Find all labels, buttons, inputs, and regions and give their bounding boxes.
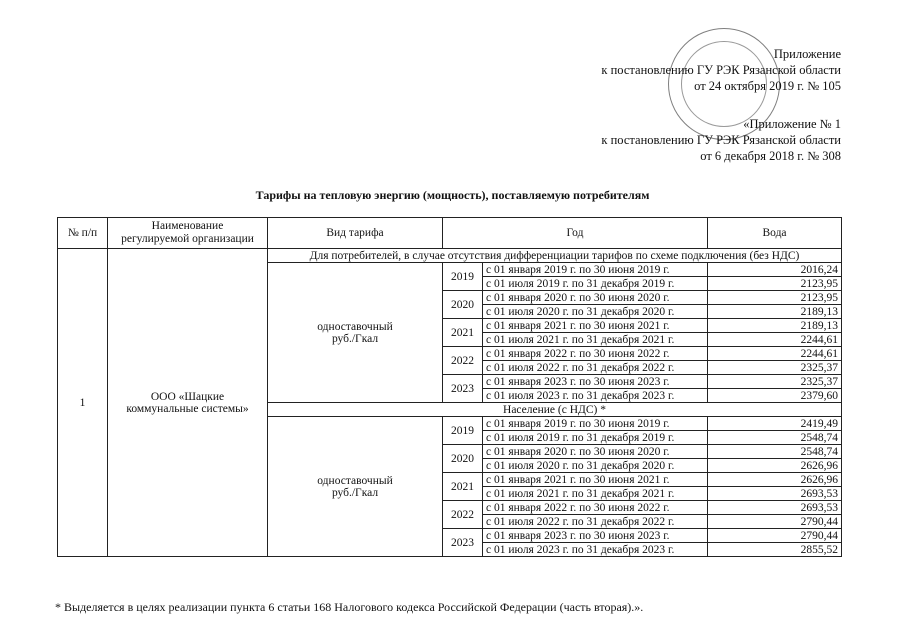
org-number: 1 [58, 249, 108, 557]
value-cell: 2548,74 [708, 445, 842, 459]
year-cell: 2022 [443, 501, 483, 529]
value-cell: 2419,49 [708, 417, 842, 431]
org-name-line: ООО «Шацкие [150, 390, 225, 403]
value-cell: 2693,53 [708, 487, 842, 501]
period-cell: с 01 июля 2022 г. по 31 декабря 2022 г. [483, 515, 708, 529]
value-cell: 2790,44 [708, 515, 842, 529]
col-header-org [108, 218, 268, 249]
col-header-year: Год [443, 218, 708, 249]
period-cell: с 01 июля 2022 г. по 31 декабря 2022 г. [483, 361, 708, 375]
value-cell: 2244,61 [708, 333, 842, 347]
tariff-type-line: одноставочный [317, 320, 393, 333]
value-cell: 2548,74 [708, 431, 842, 445]
header-line: «Приложение № 1 [743, 117, 841, 131]
section-heading: Население (с НДС) * [268, 403, 842, 417]
value-cell: 2189,13 [708, 305, 842, 319]
value-cell: 2626,96 [708, 473, 842, 487]
period-cell: с 01 января 2019 г. по 30 июня 2019 г. [483, 417, 708, 431]
footnote: * Выделяется в целях реализации пункта 6 статьи 168 Налогового кодекса Российской Федерации (часть вторая).». [55, 600, 644, 614]
section-heading: Для потребителей, в случае отсутствия дифференциации тарифов по схеме подключения (без НДС) [268, 249, 842, 263]
header-line: от 24 октября 2019 г. № 105 [694, 79, 841, 93]
value-cell: 2379,60 [708, 389, 842, 403]
year-cell: 2021 [443, 473, 483, 501]
period-cell: с 01 января 2023 г. по 30 июня 2023 г. [483, 375, 708, 389]
col-header-org-line: регулируемой организации [121, 233, 254, 245]
period-cell: с 01 января 2021 г. по 30 июня 2021 г. [483, 473, 708, 487]
period-cell: с 01 января 2019 г. по 30 июня 2019 г. [483, 263, 708, 277]
value-cell: 2325,37 [708, 361, 842, 375]
col-header-water: Вода [708, 218, 842, 249]
year-cell: 2023 [443, 529, 483, 557]
value-cell: 2325,37 [708, 375, 842, 389]
document-title: Тарифы на тепловую энергию (мощность), поставляемую потребителям [255, 188, 650, 202]
header-line: Приложение [773, 47, 841, 61]
header-line: к постановлению ГУ РЭК Рязанской области [601, 63, 841, 77]
header-line: к постановлению ГУ РЭК Рязанской области [601, 133, 841, 147]
period-cell: с 01 января 2022 г. по 30 июня 2022 г. [483, 347, 708, 361]
org-name [108, 249, 268, 557]
col-header-type: Вид тарифа [268, 218, 443, 249]
value-cell: 2244,61 [708, 347, 842, 361]
year-cell: 2020 [443, 445, 483, 473]
period-cell: с 01 января 2020 г. по 30 июня 2020 г. [483, 291, 708, 305]
period-cell: с 01 января 2022 г. по 30 июня 2022 г. [483, 501, 708, 515]
org-name-line: коммунальные системы» [126, 402, 249, 415]
period-cell: с 01 июля 2019 г. по 31 декабря 2019 г. [483, 277, 708, 291]
period-cell: с 01 июля 2021 г. по 31 декабря 2021 г. [483, 333, 708, 347]
tariff-type [268, 263, 443, 403]
year-cell: 2019 [443, 263, 483, 291]
year-cell: 2019 [443, 417, 483, 445]
period-cell: с 01 июля 2020 г. по 31 декабря 2020 г. [483, 305, 708, 319]
period-cell: с 01 января 2020 г. по 30 июня 2020 г. [483, 445, 708, 459]
year-cell: 2023 [443, 375, 483, 403]
period-cell: с 01 июля 2021 г. по 31 декабря 2021 г. [483, 487, 708, 501]
table-header-row [58, 218, 842, 249]
header-block-2 [601, 116, 841, 164]
period-cell: с 01 января 2023 г. по 30 июня 2023 г. [483, 529, 708, 543]
tariff-table [57, 217, 842, 557]
tariff-type-line: руб./Гкал [331, 486, 379, 499]
value-cell: 2693,53 [708, 501, 842, 515]
period-cell: с 01 июля 2023 г. по 31 декабря 2023 г. [483, 543, 708, 557]
tariff-type-line: одноставочный [317, 474, 393, 487]
tariff-type-line: руб./Гкал [331, 332, 379, 345]
value-cell: 2016,24 [708, 263, 842, 277]
value-cell: 2790,44 [708, 529, 842, 543]
section-heading-row [58, 249, 842, 263]
year-cell: 2020 [443, 291, 483, 319]
header-block-1 [601, 46, 841, 94]
value-cell: 2626,96 [708, 459, 842, 473]
year-cell: 2022 [443, 347, 483, 375]
col-header-org-line: Наименование [151, 220, 224, 232]
period-cell: с 01 июля 2020 г. по 31 декабря 2020 г. [483, 459, 708, 473]
period-cell: с 01 января 2021 г. по 30 июня 2021 г. [483, 319, 708, 333]
value-cell: 2855,52 [708, 543, 842, 557]
value-cell: 2189,13 [708, 319, 842, 333]
year-cell: 2021 [443, 319, 483, 347]
value-cell: 2123,95 [708, 277, 842, 291]
col-header-num: № п/п [58, 218, 108, 249]
value-cell: 2123,95 [708, 291, 842, 305]
header-line: от 6 декабря 2018 г. № 308 [700, 149, 841, 163]
tariff-type [268, 417, 443, 557]
period-cell: с 01 июля 2023 г. по 31 декабря 2023 г. [483, 389, 708, 403]
period-cell: с 01 июля 2019 г. по 31 декабря 2019 г. [483, 431, 708, 445]
